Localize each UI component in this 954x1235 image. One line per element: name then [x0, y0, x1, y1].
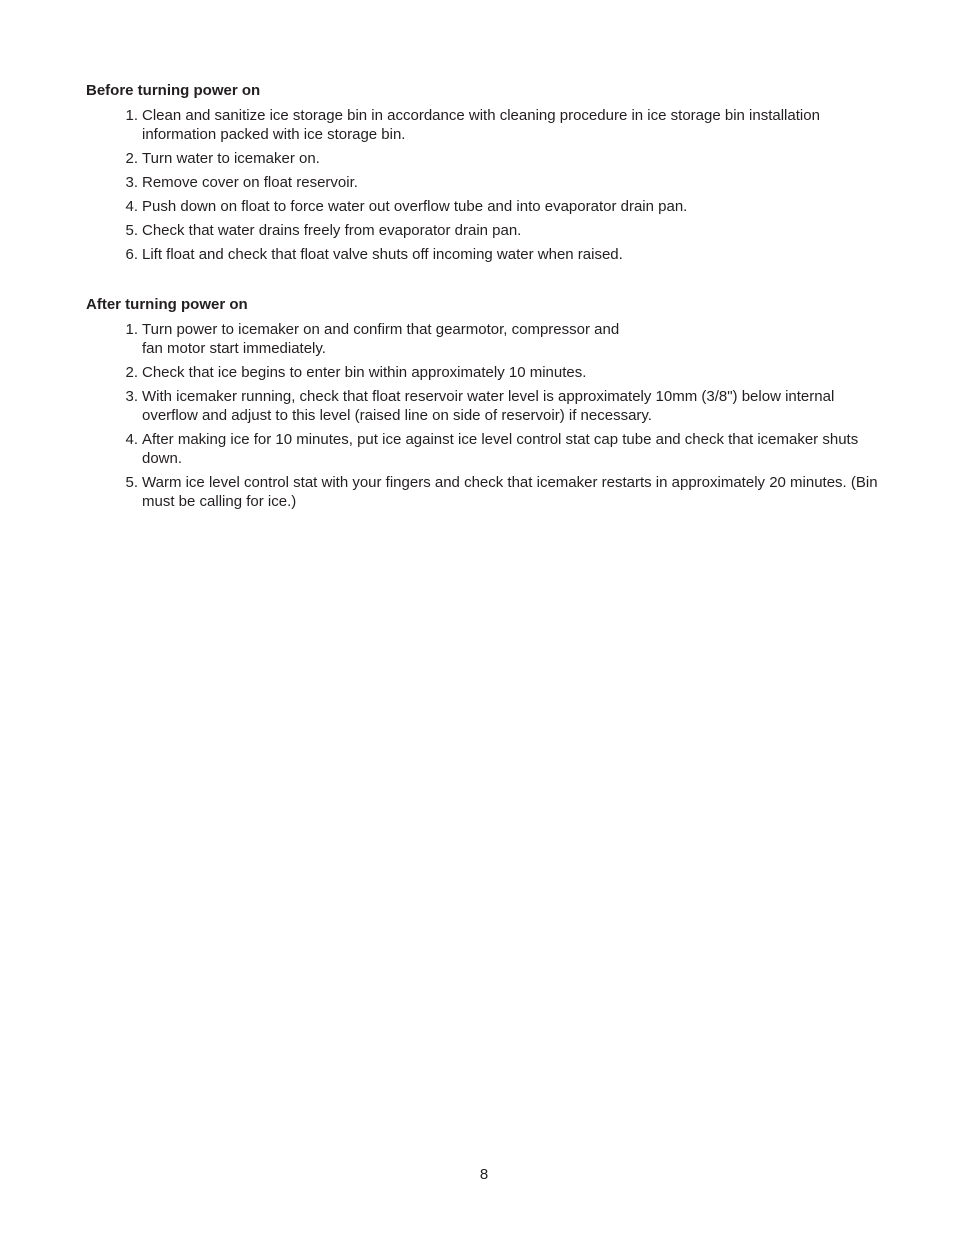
- list-item: [86, 197, 886, 216]
- list-item: [86, 106, 886, 144]
- step-text: Check that water drains freely from evaporator drain pan.: [142, 222, 522, 239]
- step-number: 1.: [125, 321, 138, 338]
- page-number: 8: [479, 1166, 489, 1183]
- list-item: [86, 430, 886, 468]
- list-item: [86, 320, 886, 358]
- step-number: 3.: [125, 174, 138, 191]
- step-text: Warm ice level control stat with your fingers and check that icemaker restarts in approximately 20 minutes. (Bin must be calling for ice.): [142, 474, 878, 510]
- step-number: 6.: [125, 246, 138, 263]
- step-number: 1.: [125, 107, 138, 124]
- step-number: 3.: [125, 388, 138, 405]
- step-text: With icemaker running, check that float reservoir water level is approximately 10mm (3/8") below internal overflow and adjust to this level (raised line on side of reservoir) if necessary.: [142, 388, 835, 424]
- list-item: [86, 149, 886, 168]
- step-text: Check that ice begins to enter bin within approximately 10 minutes.: [142, 364, 587, 381]
- step-text: Push down on float to force water out overflow tube and into evaporator drain pan.: [142, 198, 688, 215]
- step-text: Turn power to icemaker on and confirm that gearmotor, compressor and fan motor start immediately.: [142, 321, 620, 357]
- step-text: After making ice for 10 minutes, put ice against ice level control stat cap tube and check that icemaker shuts down.: [142, 431, 859, 467]
- step-number: 5.: [125, 474, 138, 491]
- step-text: Turn water to icemaker on.: [142, 150, 320, 167]
- steps-list: [86, 106, 886, 264]
- list-item: [86, 173, 886, 192]
- list-item: [86, 473, 886, 511]
- step-number: 4.: [125, 198, 138, 215]
- section-heading: Before turning power on: [86, 82, 261, 99]
- step-text: Remove cover on float reservoir.: [142, 174, 358, 191]
- list-item: [86, 363, 886, 382]
- list-item: [86, 221, 886, 240]
- step-text: Lift float and check that float valve shuts off incoming water when raised.: [142, 246, 623, 263]
- after-power-on-section: [86, 295, 886, 516]
- before-power-on-section: [86, 81, 886, 269]
- step-number: 4.: [125, 431, 138, 448]
- step-number: 5.: [125, 222, 138, 239]
- list-item: [86, 387, 886, 425]
- steps-list: [86, 320, 886, 511]
- list-item: [86, 245, 886, 264]
- section-heading: After turning power on: [86, 296, 248, 313]
- step-number: 2.: [125, 364, 138, 381]
- step-number: 2.: [125, 150, 138, 167]
- step-text: Clean and sanitize ice storage bin in accordance with cleaning procedure in ice storage bin installation information packed with ice storage bin.: [142, 107, 820, 143]
